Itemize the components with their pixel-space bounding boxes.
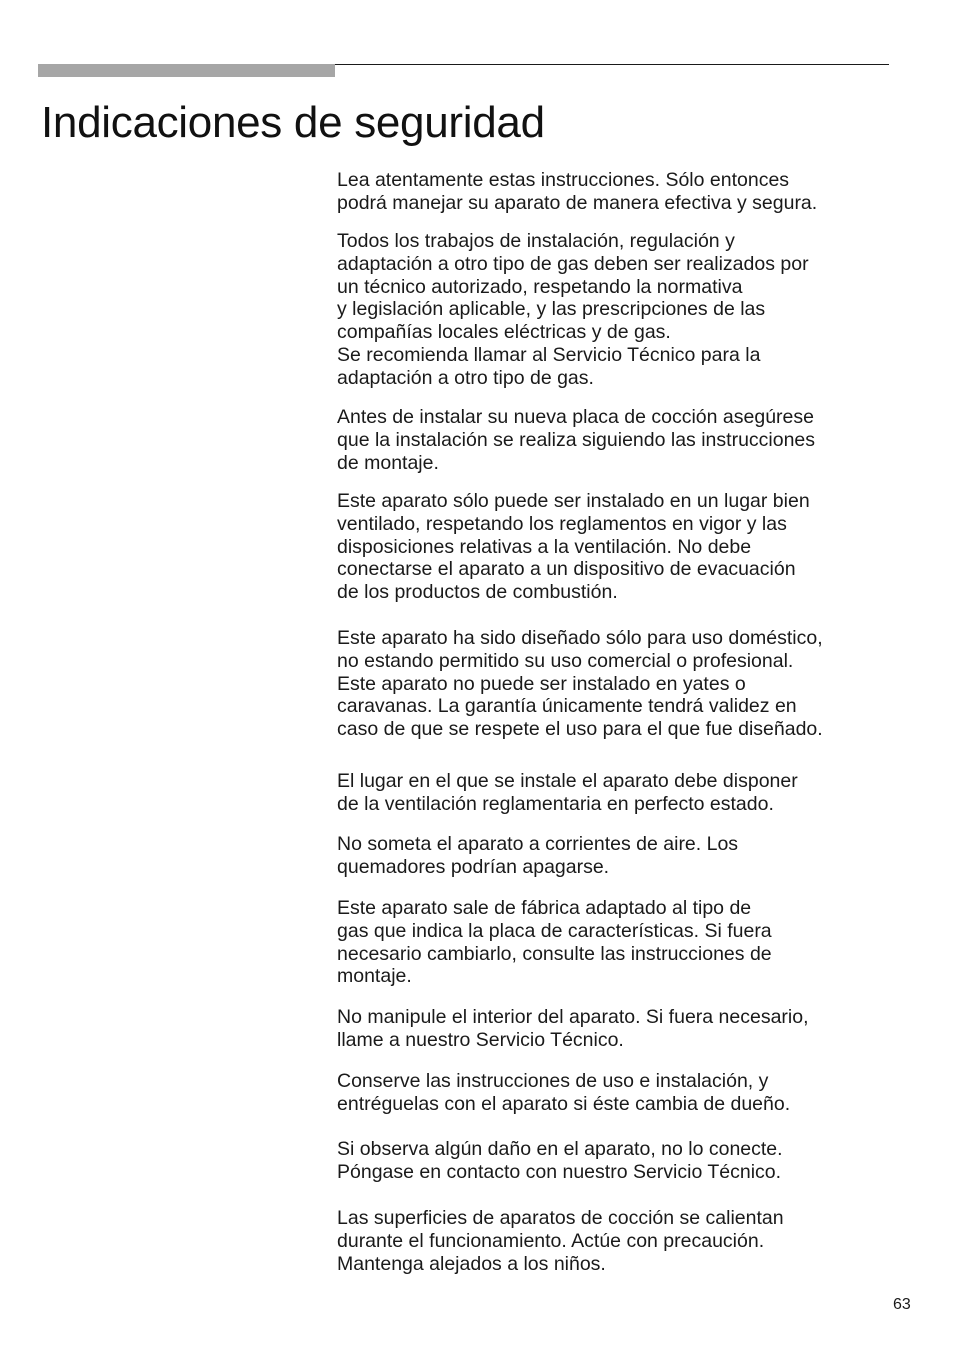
paragraph-damage: Si observa algún daño en el aparato, no lo conecte. Póngase en contacto con nuestro Servicio Técnico. [337,1138,783,1183]
paragraph-ventilation-state: El lugar en el que se instale el aparato debe disponer de la ventilación reglamentaria en perfecto estado. [337,770,798,815]
header-rule [335,64,889,65]
paragraph-installation-technician: Todos los trabajos de instalación, regulación y adaptación a otro tipo de gas deben ser realizados por un técnico autorizado, respetando la normativa y legislación aplicable, y las prescripciones de las compañías locales eléctricas y de gas. Se recomienda llamar al Servicio Técnico para la adaptación a otro tipo de gas. [337,230,809,389]
header-accent-bar [38,64,335,77]
paragraph-no-manipulation: No manipule el interior del aparato. Si fuera necesario, llame a nuestro Servicio Técnico. [337,1006,809,1051]
paragraph-gas-type: Este aparato sale de fábrica adaptado al tipo de gas que indica la placa de características. Si fuera necesario cambiarlo, consulte las instrucciones de montaje. [337,897,772,988]
paragraph-keep-instructions: Conserve las instrucciones de uso e instalación, y entréguelas con el aparato si éste cambia de dueño. [337,1070,791,1115]
paragraph-domestic-use: Este aparato ha sido diseñado sólo para uso doméstico, no estando permitido su uso comercial o profesional. Este aparato no puede ser instalado en yates o caravanas. La garantía únicamente tendrá validez en caso de que se respete el uso para el que fue diseñado. [337,627,823,741]
paragraph-air-currents: No someta el aparato a corrientes de aire. Los quemadores podrían apagarse. [337,833,739,878]
page-number: 63 [893,1296,911,1313]
paragraph-read-instructions: Lea atentamente estas instrucciones. Sólo entonces podrá manejar su aparato de manera efectiva y segura. [337,169,818,214]
paragraph-hot-surfaces: Las superficies de aparatos de cocción se calientan durante el funcionamiento. Actúe con precaución. Mantenga alejados a los niños. [337,1207,784,1275]
paragraph-ventilated-location: Este aparato sólo puede ser instalado en un lugar bien ventilado, respetando los reglamentos en vigor y las disposiciones relativas a la ventilación. No debe conectarse el aparato a un dispositivo de evacuación de los productos de combustión. [337,490,810,604]
page-title: Indicaciones de seguridad [41,98,545,147]
paragraph-before-installing: Antes de instalar su nueva placa de cocción asegúrese que la instalación se realiza siguiendo las instrucciones de montaje. [337,406,816,474]
